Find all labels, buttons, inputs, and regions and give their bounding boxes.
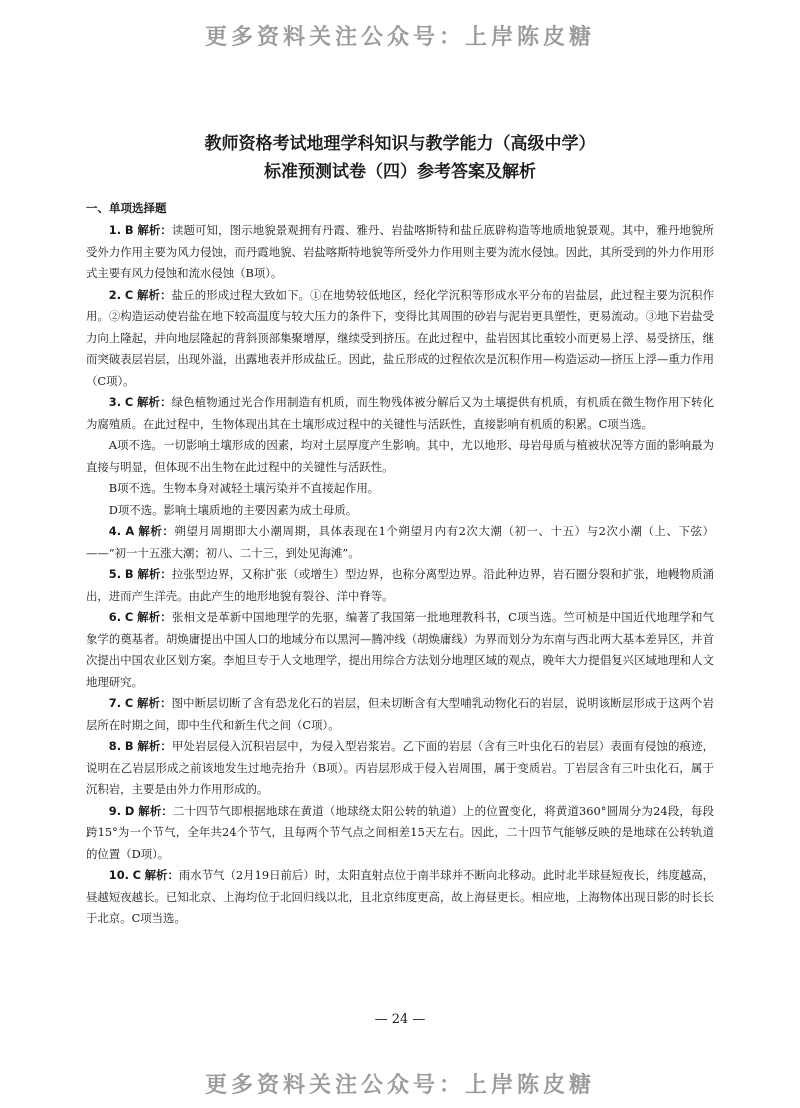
- answer-letter: C: [124, 610, 134, 624]
- answer-letter: C: [132, 868, 141, 882]
- answer-letter: C: [124, 395, 134, 409]
- explanation-label: 解析：: [137, 223, 172, 237]
- answer-letter: A: [125, 524, 135, 538]
- option-note: A项不选。一切影响土壤形成的因素，均对土层厚度产生影响。其中，尤以地形、母岩母质与植被状况等方面的影响最为直接与明显，但体现不出生物在此过程中的关键性与活跃性。: [86, 438, 714, 474]
- explanation-text: 二十四节气即根据地球在黄道（地球绕太阳公转的轨道）上的位置变化，将黄道360°圆周分为24段，每段跨15°为一个节气，全年共24个节气，且每两个节气点之间相差15天左右。因此，二十四节气能够反映的是地球在公转轨道的位置（D项）。: [86, 803, 715, 861]
- answer-item: [86, 865, 714, 930]
- question-number: 7.: [108, 696, 122, 710]
- explanation-text: 读题可知，图示地貌景观拥有丹霞、雅丹、岩盐喀斯特和盐丘底辟构造等地质地貌景观。其中，雅丹地貌所受外力作用主要为风力侵蚀，而丹霞地貌、岩盐喀斯特地貌等所受外力作用则主要为流水侵蚀。因此，其所受到的外力作用形式主要有风力侵蚀和流水侵蚀（B项）。: [86, 223, 715, 280]
- explanation-label: 解析：: [137, 287, 172, 302]
- doc-title-line2: 标准预测试卷（四）参考答案及解析: [264, 162, 536, 182]
- question-number: 6.: [108, 610, 122, 624]
- answer-item: [86, 736, 714, 801]
- explanation-label: 解析：: [137, 610, 172, 624]
- section-heading: 一、单项选择题: [86, 201, 167, 215]
- explanation-label: 解析：: [138, 803, 174, 818]
- answer-list-1: [86, 220, 714, 435]
- answer-letter: B: [124, 223, 134, 237]
- answer-item: [86, 521, 714, 564]
- explanation-text: 拉张型边界，又称扩张（或增生）型边界，也称分离型边界。沿此种边界，岩石圈分裂和扩张，地幔物质涌出，进而产生洋壳。由此产生的地形地貌有裂谷、洋中脊等。: [86, 567, 715, 603]
- watermark-bottom: 更多资料关注公众号：上岸陈皮糖: [204, 1073, 595, 1098]
- page-number: — 24 —: [374, 1012, 426, 1027]
- explanation-text: 绿色植物通过光合作用制造有机质，而生物残体被分解后又为土壤提供有机质，有机质在微生物作用下转化为腐殖质。在此过程中，生物体现出其在土壤形成过程中的关键性与活跃性，直接影响有机质的积累。C项当选。: [86, 395, 714, 431]
- option-notes: [86, 435, 714, 521]
- explanation-label: 解析：: [137, 739, 172, 753]
- explanation-text: 张相文是革新中国地理学的先驱，编著了我国第一批地理教科书，C项当选。竺可桢是中国近代地理学和气象学的奠基者。胡焕庸提出中国人口的地域分布以黑河—腾冲线（胡焕庸线）为界而划分为东南与西北两大基本差异区，并首次提出中国农业区划方案。李旭旦专于人文地理学，提出用综合方法划分地理区域的观点，晚年大力提倡复兴区域地理和人文地理研究。: [86, 610, 714, 689]
- answer-item: [86, 220, 714, 285]
- explanation-label: 解析：: [137, 696, 172, 710]
- answer-item: [86, 392, 714, 435]
- answer-item: [86, 693, 714, 736]
- question-number: 1.: [108, 223, 122, 237]
- answer-item: [86, 801, 714, 866]
- answer-letter: C: [124, 287, 134, 302]
- doc-title-line1: 教师资格考试地理学科知识与教学能力（高级中学）: [204, 134, 596, 154]
- question-number: 2.: [108, 287, 122, 302]
- document-page: [86, 130, 714, 930]
- answer-letter: B: [124, 567, 134, 581]
- option-note: D项不选。影响土壤质地的主要因素为成土母质。: [108, 502, 358, 517]
- answer-list-2: [86, 521, 714, 930]
- explanation-text: 盐丘的形成过程大致如下。①在地势较低地区，经化学沉积等形成水平分布的岩盐层，此过程主要为沉积作用。②构造运动使岩盐在地下较高温度与较大压力的条件下，变得比其周围的砂岩与泥岩更具塑性，更易流动。③地下岩盐受力向上隆起，并向地层隆起的背斜顶部集聚增厚，继续受到挤压。在此过程中，盐岩因其比重较小而更易上浮、易受挤压，继而突破表层岩层，出现外溢，出露地表并形成盐丘。因此，盐丘形成的过程依次是沉积作用—构造运动—挤压上浮—重力作用（C项）。: [86, 287, 714, 388]
- explanation-text: 图中断层切断了含有恐龙化石的岩层，但未切断含有大型哺乳动物化石的岩层，说明该断层形成于这两个岩层所在时期之间，即中生代和新生代之间（C项）。: [86, 696, 714, 732]
- answer-item: [86, 285, 714, 393]
- explanation-text: 雨水节气（2月19日前后）时，太阳直射点位于南半球并不断向北移动。此时北半球昼短夜长，纬度越高，昼越短夜越长。已知北京、上海均位于北回归线以北，且北京纬度更高，故上海昼更长。相应地，上海物体出现日影的时长长于北京。C项当选。: [86, 868, 714, 925]
- question-number: 3.: [108, 395, 122, 409]
- explanation-label: 解析：: [137, 395, 172, 409]
- question-number: 8.: [108, 739, 122, 753]
- explanation-label: 解析：: [137, 567, 172, 581]
- option-note: B项不选。生物本身对减轻土壤污染并不直接起作用。: [108, 481, 380, 495]
- explanation-text: 甲处岩层侵入沉积岩层中，为侵入型岩浆岩。乙下面的岩层（含有三叶虫化石的岩层）表面有侵蚀的痕迹，说明在乙岩层形成之前该地发生过地壳抬升（B项）。丙岩层形成于侵入岩周围，属于变质岩。丁岩层含有三叶虫化石，属于沉积岩，主要是由外力作用形成的。: [86, 739, 715, 796]
- explanation-label: 解析：: [144, 868, 179, 882]
- explanation-label: 解析：: [138, 524, 175, 538]
- question-number: 4.: [108, 524, 122, 538]
- answer-item: [86, 607, 714, 693]
- explanation-text: 朔望月周期即大小潮周期，具体表现在1个朔望月内有2次大潮（初一、十五）与2次小潮（上、下弦）——“初一十五涨大潮；初八、二十三，到处见海滩”。: [86, 524, 714, 560]
- answer-letter: C: [124, 696, 134, 710]
- watermark-top: 更多资料关注公众号：上岸陈皮糖: [204, 25, 595, 50]
- question-number: 5.: [108, 567, 122, 581]
- answer-letter: D: [124, 803, 135, 818]
- question-number: 10.: [108, 868, 129, 882]
- answer-letter: B: [124, 739, 134, 753]
- question-number: 9.: [108, 803, 122, 818]
- answer-item: [86, 564, 714, 607]
